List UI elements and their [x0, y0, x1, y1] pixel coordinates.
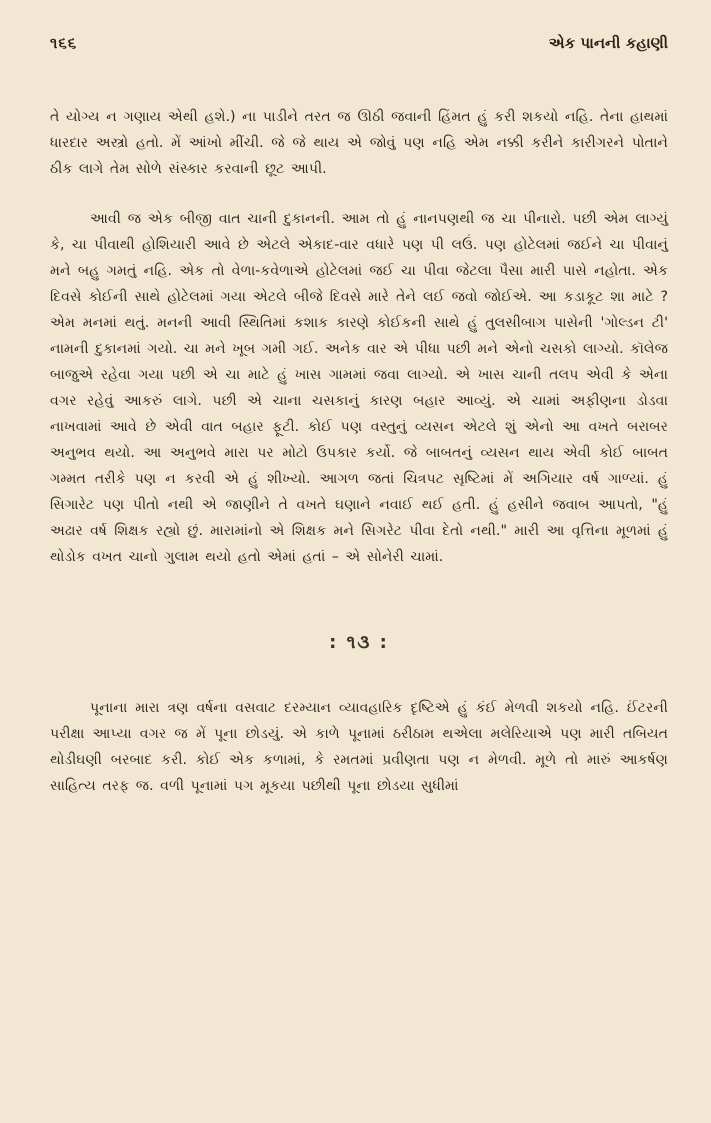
- running-title: એક પાનની કહાણી: [548, 34, 668, 52]
- paragraph-tea-shop: આવી જ એક બીજી વાત ચાની દુકાનની. આમ તો હું નાનપણથી જ ચા પીનારો. પછી એમ લાગ્યું કે, ચા પીવાથી હોશિયારી આવે છે એટલે એકાદ-વાર વધારે પણ પી લઉં. પણ હોટેલમાં જઈને ચા પીવાનું મને બહુ ગમતું નહિ. એક તો વેળા-કવેળાએ હોટેલમાં જઈ ચા પીવા જેટલા પૈસા મારી પાસે નહોતા. એક દિવસે કોઈની સાથે હોટેલમાં ગયા એટલે બીજે દિવસે મારે તેને લઈ જવો જોઈએ. આ કડાકૂટ શા માટે ? એમ મનમાં થતું. મનની આવી સ્થિતિમાં કશાક કારણે કોઈકની સાથે હું તુલસીબાગ પાસેની 'ગોલ્ડન ટી' નામની દુકાનમાં ગયો. ચા મને ખૂબ ગમી ગઈ. અનેક વાર એ પીધા પછી મને એનો ચસકો લાગ્યો. કૉલેજ બાજુએ રહેવા ગયા પછી એ ચા માટે હું ખાસ ગામમાં જવા લાગ્યો. એ ખાસ ચાની તલપ એવી કે એના વગર રહેવું આકરું લાગે. પછી એ ચાના ચસકાનું કારણ બહાર આવ્યું. એ ચામાં અફીણના ડોડવા નાખવામાં આવે છે એવી વાત બહાર ફૂટી. કોઈ પણ વસ્તુનું વ્યસન એટલે શું એનો આ વખતે બરાબર અનુભવ થયો. આ અનુભવે મારા પર મોટો ઉપકાર કર્યો. જે બાબતનું વ્યસન થાય એવી કોઈ બાબત ગમ્મત તરીકે પણ ન કરવી એ હું શીખ્યો. આગળ જતાં ચિત્રપટ સૃષ્ટિમાં મેં અગિયાર વર્ષ ગાળ્યાં. હું સિગારેટ પણ પીતો નથી એ જાણીને તે વખતે ઘણાને નવાઈ થઈ હતી. હું હસીને જવાબ આપતો, "હું અઢાર વર્ષ શિક્ષક રહ્યો છું. મારામાંનો એ શિક્ષક મને સિગરેટ પીવા દેતો નથી." મારી આ વૃત્તિના મૂળમાં હું થોડોક વખત ચાનો ગુલામ થયો હતો એમાં હતાં – એ સોનેરી ચામાં.: [50, 211, 668, 565]
- page-header: [50, 34, 668, 74]
- chapter-number: : ૧૩ :: [329, 632, 389, 653]
- paragraph-pune-years: પૂનાના મારા ત્રણ વર્ષના વસવાટ દરમ્યાન વ્યાવહારિક દૃષ્ટિએ હું કંઈ મેળવી શકયો નહિ. ઈંટરની પરીક્ષા આપ્યા વગર જ મેં પૂના છોડયું. એ કાળે પૂનામાં ઠરીઠામ થએલા મલેરિયાએ પણ મારી તબિયત થોડીઘણી બરબાદ કરી. કોઈ એક કળામાં, કે રમતમાં પ્રવીણતા પણ ન મેળવી. મૂળે તો મારું આકર્ષણ સાહિત્ય તરફ જ. વળી પૂનામાં પગ મૂકયા પછીથી પૂના છોડયા સુધીમાં: [50, 700, 668, 794]
- paragraph-continued: તે યોગ્ય ન ગણાય એથી હશે.) ના પાડીને તરત જ ઊઠી જવાની હિંમત હું કરી શકયો નહિ. તેના હાથમાં ધારદાર અસ્ત્રો હતો. મેં આંખો મીંચી. જે જે થાય એ જોવું પણ નહિ એમ નક્કી કરીને કારીગરને પોતાને ઠીક લાગે તેમ સોળે સંસ્કાર કરવાની છૂટ આપી.: [50, 109, 668, 177]
- page-number: ૧૬૬: [50, 34, 78, 52]
